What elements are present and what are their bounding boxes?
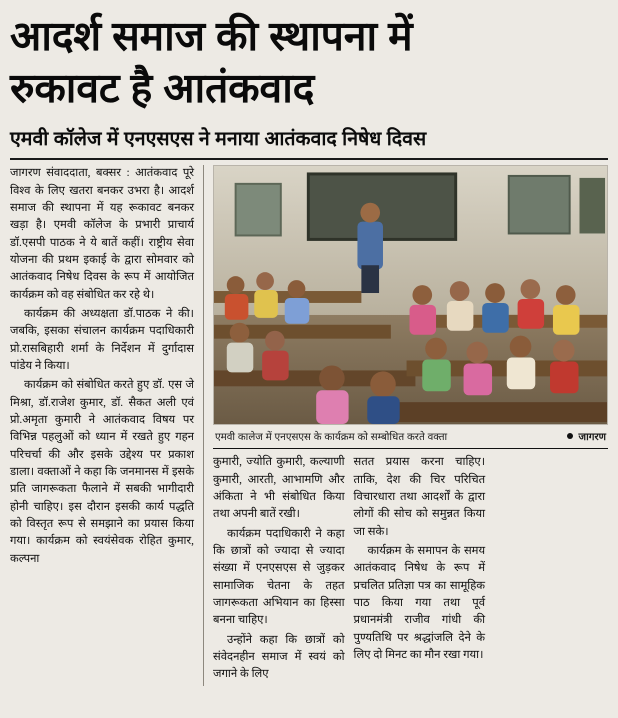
paragraph: जागरण संवाददाता, बक्सर : आतंकवाद पूरे विश्व के लिए खतरा बनकर उभरा है। आदर्श समाज की स्थापना में यह रूकावट बनकर खड़ा है। एमवी कॉलेज के प्रभारी प्राचार्य डॉ.एसपी पाठक ने ये बातें कहीं। राष्ट्रीय सेवा योजना की प्रथम इकाई के द्वारा सोमवार को आतंकवाद निषेध दिवस के रूप में आयोजित कार्यक्रम को वह संबोधित कर रहे थे। [10, 167, 194, 301]
article-body [10, 165, 608, 685]
column-divider [203, 165, 204, 685]
paragraph: कार्यक्रम को संबोधित करते हुए डॉ. एस जे मिश्रा, डॉ.राजेश कुमार, डॉ. सैकत अली एवं प्रो.अमृता कुमारी ने आतंकवाद विषय पर विभिन्न पहलुओं को ध्यान में रखते हुए गहन परिचर्चा की और इसके उद्देश्य पर प्रकाश डाला। वक्ताओं ने कहा कि जनमानस में इसके प्रति जागरूकता फैलाने में सबकी भागीदारी होनी चाहिए। इस दौरान इसकी कार्य पद्धति को विस्तृत रूप से समझाने का प्रयास किया गया। कार्यक्रम को स्वयंसेवक रोहित कुमार, कल्पना [10, 379, 194, 565]
paragraph: सतत प्रयास करना चाहिए। ताकि, देश की चिर परिचित विचारधारा तथा आदर्शों के द्वारा लोगों की सोच को समुन्नत किया जा सके। [353, 456, 486, 538]
subheadline: एमवी कॉलेज में एनएसएस ने मनाया आतंकवाद निषेध दिवस [10, 127, 608, 160]
headline-line-1: आदर्श समाज की स्थापना में [10, 13, 413, 59]
paragraph: कुमारी, ज्योति कुमारी, कल्याणी कुमारी, आरती, आभामणि और अंकिता ने भी संबोधित किया तथा अपनी बातें रखी। [213, 456, 345, 521]
page-title [10, 10, 608, 115]
paragraph: कार्यक्रम की अध्यक्षता डॉ.पाठक ने की। जबकि, इसका संचालन कार्यक्रम पदाधिकारी प्रो.रासबिहारी शर्मा के निर्देशन में दुर्गादास पांडेय ने किया। [10, 307, 194, 372]
column-far-right [354, 454, 486, 685]
column-middle [213, 454, 345, 685]
lower-columns [213, 454, 608, 685]
paragraph: उन्होंने कहा कि छात्रों को संवेदनहीन समाज में स्वयं को जगाने के लिए [213, 633, 345, 681]
paragraph: कार्यक्रम पदाधिकारी ने कहा कि छात्रों को ज्यादा से ज्यादा संख्या में एनएसएस से जुड़कर सामाजिक चेतना के तहत जागरूकता अभियान का हिस्सा बनना चाहिए। [213, 527, 345, 627]
column-right-block [213, 165, 608, 685]
column-left [10, 165, 194, 685]
photo-caption-text: एमवी कालेज में एनएसएस के कार्यक्रम को सम्बोधित करते वक्ता [215, 432, 448, 444]
article-photo [213, 165, 608, 425]
bullet-icon [567, 433, 573, 439]
paragraph: कार्यक्रम के समापन के समय आतंकवाद निषेध के रूप में प्रचलित प्रतिज्ञा पत्र का सामूहिक पाठ किया गया तथा पूर्व प्रधानमंत्री राजीव गांधी की पुण्यतिथि पर श्रद्धांजलि देने के लिए दो मिनट का मौन रखा गया। [353, 544, 486, 661]
photo-caption [213, 425, 608, 449]
photo-credit: जागरण [578, 432, 606, 444]
article-photo-wrap [213, 165, 608, 425]
headline-line-2: रुकावट है आतंकवाद [10, 65, 315, 112]
